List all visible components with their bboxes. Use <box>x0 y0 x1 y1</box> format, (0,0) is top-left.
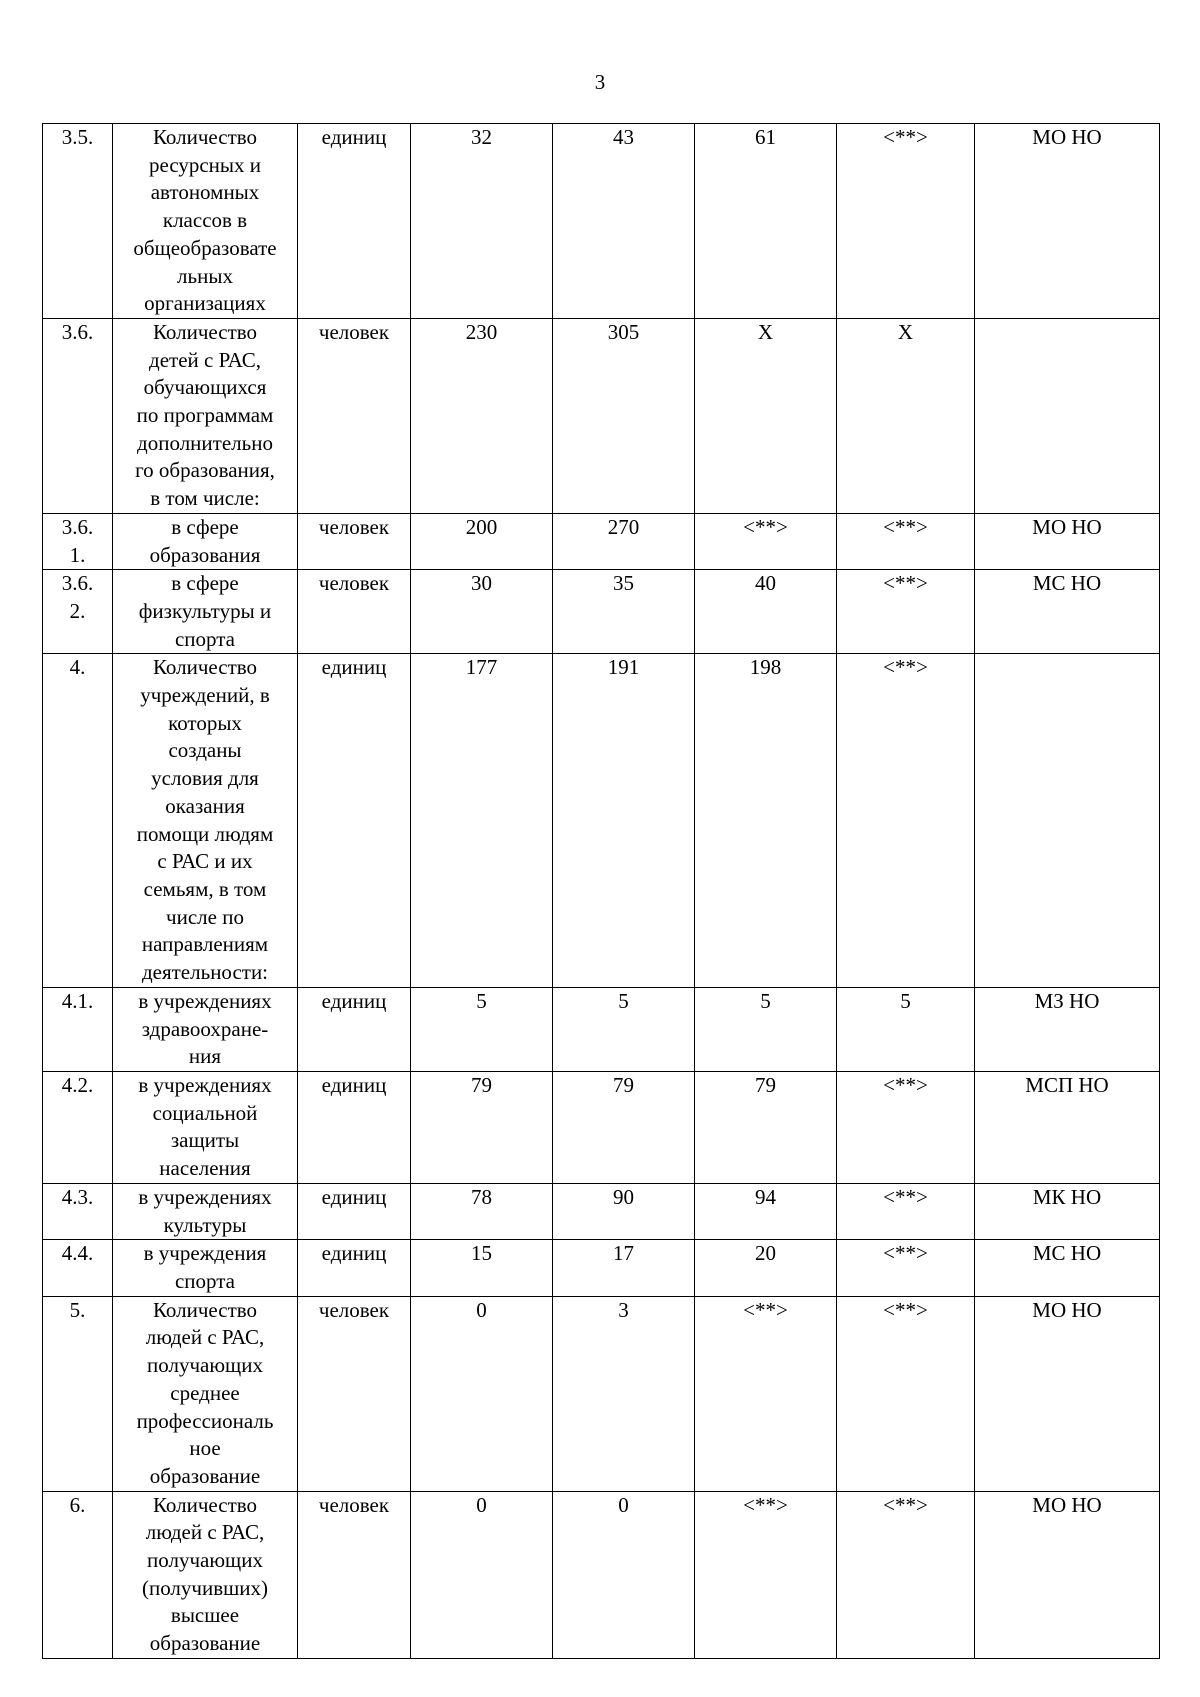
indicator-name: в учреждениях культуры <box>113 1183 298 1239</box>
responsible-cell: МО НО <box>975 1491 1160 1658</box>
row-number: 4.3. <box>43 1183 113 1239</box>
responsible-cell: МС НО <box>975 570 1160 654</box>
table-row <box>43 1491 1160 1658</box>
value-cell-2: 305 <box>553 318 695 513</box>
value-cell-2: 191 <box>553 654 695 987</box>
row-number: 4.2. <box>43 1071 113 1183</box>
value-cell-1: 0 <box>411 1296 553 1491</box>
value-cell-3: 79 <box>695 1071 837 1183</box>
responsible-cell: МСП НО <box>975 1071 1160 1183</box>
value-cell-4: <**> <box>837 1183 975 1239</box>
indicator-name: Количество людей с РАС, получающих (получивших) высшее образование <box>113 1491 298 1658</box>
value-cell-1: 230 <box>411 318 553 513</box>
row-number: 3.5. <box>43 124 113 319</box>
value-cell-3: <**> <box>695 1491 837 1658</box>
table-row <box>43 1296 1160 1491</box>
row-number: 3.6. 1. <box>43 513 113 569</box>
value-cell-4: 5 <box>837 987 975 1071</box>
responsible-cell <box>975 654 1160 987</box>
value-cell-4: <**> <box>837 513 975 569</box>
unit-cell: единиц <box>298 1240 411 1296</box>
value-cell-2: 0 <box>553 1491 695 1658</box>
page-number: 3 <box>594 70 606 94</box>
row-number: 3.6. 2. <box>43 570 113 654</box>
unit-cell: человек <box>298 1296 411 1491</box>
value-cell-2: 79 <box>553 1071 695 1183</box>
value-cell-1: 5 <box>411 987 553 1071</box>
table-row <box>43 513 1160 569</box>
table-row <box>43 1240 1160 1296</box>
responsible-cell: МЗ НО <box>975 987 1160 1071</box>
unit-cell: единиц <box>298 124 411 319</box>
responsible-cell: МО НО <box>975 124 1160 319</box>
value-cell-3: <**> <box>695 1296 837 1491</box>
value-cell-2: 17 <box>553 1240 695 1296</box>
value-cell-2: 35 <box>553 570 695 654</box>
indicator-name: Количество детей с РАС, обучающихся по программам дополнительно го образования, в том числе: <box>113 318 298 513</box>
value-cell-3: 61 <box>695 124 837 319</box>
indicator-name: в сфере физкультуры и спорта <box>113 570 298 654</box>
table-row <box>43 1071 1160 1183</box>
table-row <box>43 654 1160 987</box>
value-cell-3: 40 <box>695 570 837 654</box>
unit-cell: человек <box>298 1491 411 1658</box>
value-cell-1: 15 <box>411 1240 553 1296</box>
value-cell-3: 94 <box>695 1183 837 1239</box>
value-cell-4: <**> <box>837 124 975 319</box>
row-number: 3.6. <box>43 318 113 513</box>
indicator-name: в сфере образования <box>113 513 298 569</box>
row-number: 4.4. <box>43 1240 113 1296</box>
value-cell-1: 78 <box>411 1183 553 1239</box>
table-row <box>43 318 1160 513</box>
table-row <box>43 570 1160 654</box>
value-cell-4: <**> <box>837 1071 975 1183</box>
unit-cell: человек <box>298 570 411 654</box>
value-cell-3: Х <box>695 318 837 513</box>
unit-cell: человек <box>298 513 411 569</box>
value-cell-3: 198 <box>695 654 837 987</box>
indicator-name: в учреждения спорта <box>113 1240 298 1296</box>
value-cell-1: 0 <box>411 1491 553 1658</box>
unit-cell: единиц <box>298 1071 411 1183</box>
indicator-name: Количество людей с РАС, получающих среднее профессиональ ное образование <box>113 1296 298 1491</box>
value-cell-4: <**> <box>837 1240 975 1296</box>
responsible-cell: МО НО <box>975 513 1160 569</box>
unit-cell: единиц <box>298 987 411 1071</box>
table-row <box>43 124 1160 319</box>
unit-cell: единиц <box>298 654 411 987</box>
value-cell-2: 90 <box>553 1183 695 1239</box>
row-number: 6. <box>43 1491 113 1658</box>
indicator-name: Количество учреждений, в которых созданы условия для оказания помощи людям с РАС и их семьям, в том числе по направлениям деятельности: <box>113 654 298 987</box>
row-number: 4.1. <box>43 987 113 1071</box>
indicator-name: в учреждениях здравоохране- ния <box>113 987 298 1071</box>
indicator-name: в учреждениях социальной защиты населения <box>113 1071 298 1183</box>
value-cell-2: 3 <box>553 1296 695 1491</box>
value-cell-3: 5 <box>695 987 837 1071</box>
unit-cell: единиц <box>298 1183 411 1239</box>
value-cell-2: 43 <box>553 124 695 319</box>
responsible-cell <box>975 318 1160 513</box>
value-cell-1: 177 <box>411 654 553 987</box>
table-row <box>43 987 1160 1071</box>
value-cell-3: 20 <box>695 1240 837 1296</box>
table-row <box>43 1183 1160 1239</box>
value-cell-4: <**> <box>837 570 975 654</box>
row-number: 4. <box>43 654 113 987</box>
value-cell-1: 30 <box>411 570 553 654</box>
responsible-cell: МК НО <box>975 1183 1160 1239</box>
value-cell-1: 32 <box>411 124 553 319</box>
responsible-cell: МО НО <box>975 1296 1160 1491</box>
value-cell-2: 5 <box>553 987 695 1071</box>
value-cell-4: <**> <box>837 654 975 987</box>
responsible-cell: МС НО <box>975 1240 1160 1296</box>
value-cell-4: Х <box>837 318 975 513</box>
unit-cell: человек <box>298 318 411 513</box>
value-cell-1: 200 <box>411 513 553 569</box>
value-cell-2: 270 <box>553 513 695 569</box>
value-cell-4: <**> <box>837 1491 975 1658</box>
value-cell-3: <**> <box>695 513 837 569</box>
value-cell-4: <**> <box>837 1296 975 1491</box>
row-number: 5. <box>43 1296 113 1491</box>
value-cell-1: 79 <box>411 1071 553 1183</box>
indicator-name: Количество ресурсных и автономных классов в общеобразовате льных организациях <box>113 124 298 319</box>
indicators-table <box>42 123 1160 1659</box>
